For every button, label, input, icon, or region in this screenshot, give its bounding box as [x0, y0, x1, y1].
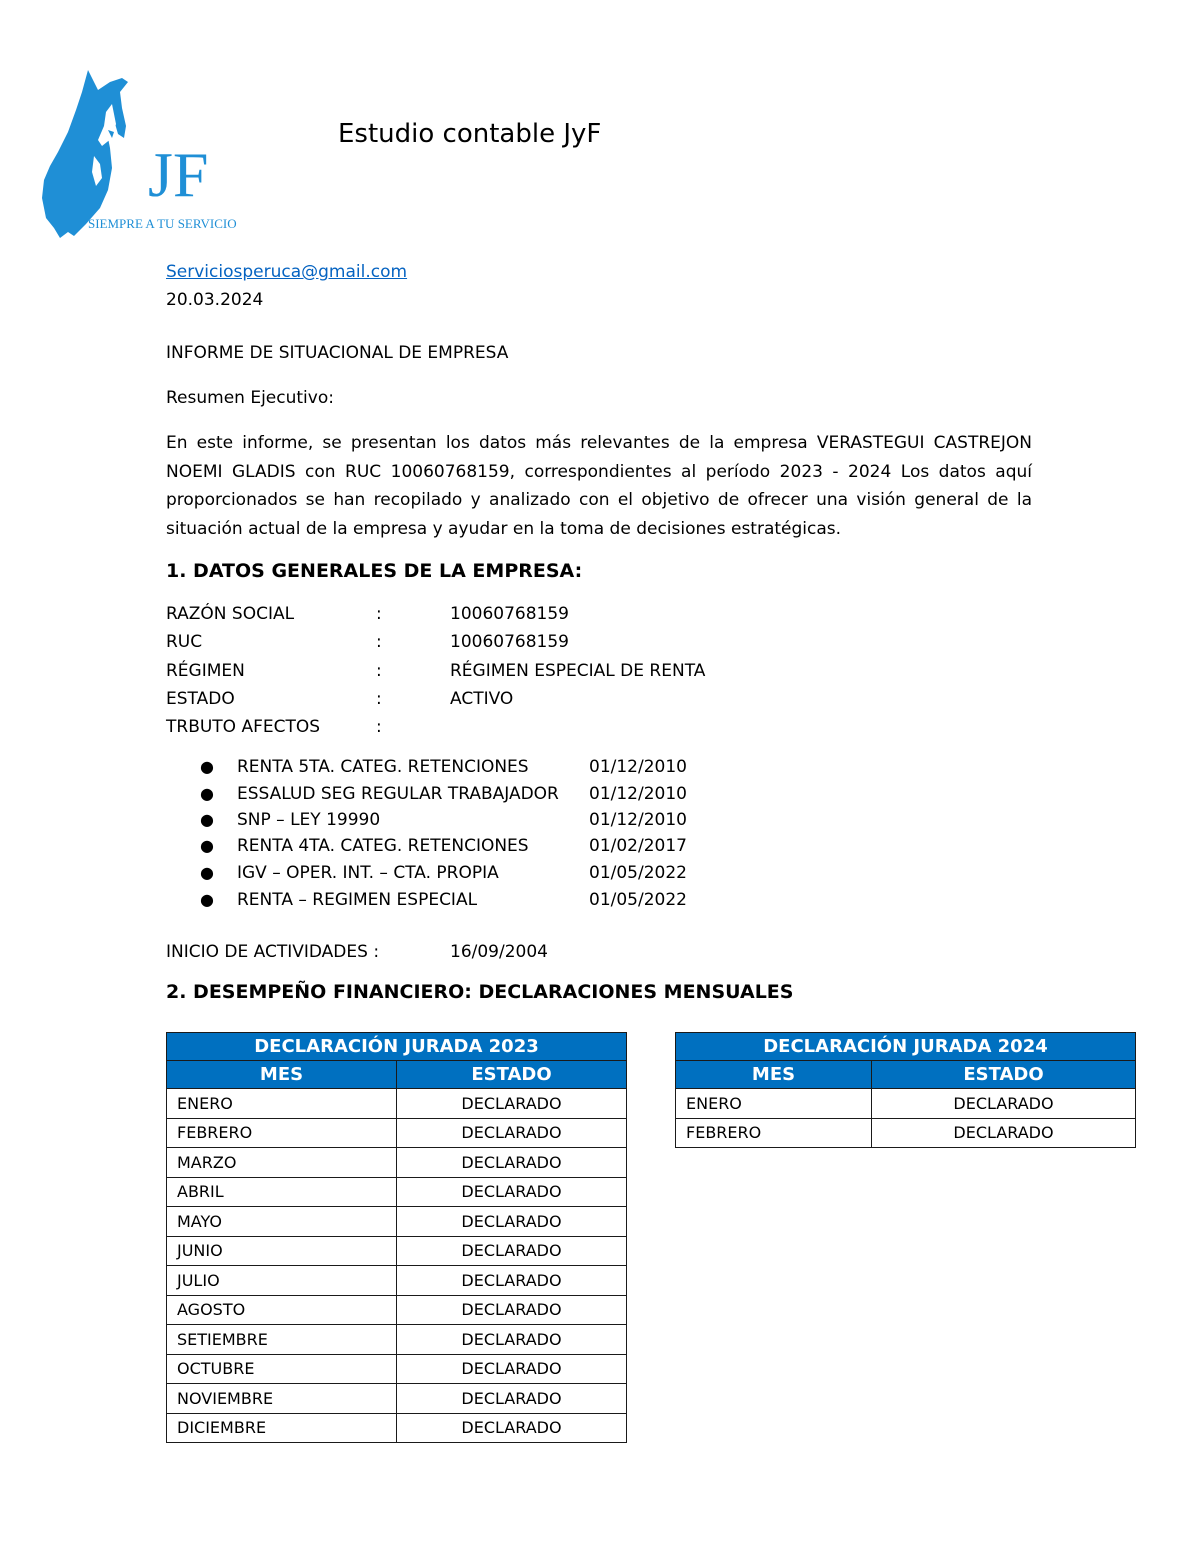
- column-header-mes: MES: [676, 1061, 872, 1089]
- logo-letters: JF: [148, 139, 209, 210]
- table-row: [676, 1118, 1136, 1148]
- field-label-estado: ESTADO: [166, 689, 235, 709]
- table-title: DECLARACIÓN JURADA 2023: [167, 1033, 627, 1061]
- report-title: INFORME DE SITUACIONAL DE EMPRESA: [166, 343, 509, 363]
- tributo-name: ESSALUD SEG REGULAR TRABAJADOR: [237, 784, 559, 804]
- mes-cell: SETIEMBRE: [167, 1325, 397, 1355]
- bullet-icon: ●: [200, 784, 214, 803]
- field-colon: :: [376, 632, 382, 652]
- table-row: [167, 1354, 627, 1384]
- estado-cell: DECLARADO: [397, 1413, 627, 1443]
- declaracion-2023-table: [166, 1032, 627, 1443]
- table-row: [167, 1089, 627, 1119]
- field-value-regimen: RÉGIMEN ESPECIAL DE RENTA: [450, 661, 706, 681]
- estado-cell: DECLARADO: [872, 1118, 1136, 1148]
- tributo-date: 01/02/2017: [589, 836, 687, 856]
- table-row: [167, 1207, 627, 1237]
- mes-cell: JULIO: [167, 1266, 397, 1296]
- column-header-estado: ESTADO: [397, 1061, 627, 1089]
- estado-cell: DECLARADO: [872, 1089, 1136, 1119]
- field-colon: :: [376, 717, 382, 737]
- section-1-heading: 1. DATOS GENERALES DE LA EMPRESA:: [166, 560, 583, 582]
- estado-cell: DECLARADO: [397, 1295, 627, 1325]
- mes-cell: JUNIO: [167, 1236, 397, 1266]
- estado-cell: DECLARADO: [397, 1089, 627, 1119]
- inicio-actividades-label: INICIO DE ACTIVIDADES :: [166, 942, 380, 962]
- declaracion-2024-table: [675, 1032, 1136, 1148]
- field-colon: :: [376, 661, 382, 681]
- bullet-icon: ●: [200, 757, 214, 776]
- logo-tagline: SIEMPRE A TU SERVICIO: [88, 216, 237, 231]
- tributo-date: 01/12/2010: [589, 784, 687, 804]
- mes-cell: AGOSTO: [167, 1295, 397, 1325]
- summary-label: Resumen Ejecutivo:: [166, 388, 334, 408]
- mes-cell: FEBRERO: [676, 1118, 872, 1148]
- tributo-name: RENTA 4TA. CATEG. RETENCIONES: [237, 836, 529, 856]
- report-date: 20.03.2024: [166, 290, 264, 310]
- table-title: DECLARACIÓN JURADA 2024: [676, 1033, 1136, 1061]
- field-value-ruc: 10060768159: [450, 632, 569, 652]
- estado-cell: DECLARADO: [397, 1236, 627, 1266]
- estado-cell: DECLARADO: [397, 1118, 627, 1148]
- table-row: [167, 1236, 627, 1266]
- horse-head-icon: [42, 70, 128, 238]
- field-value-estado: ACTIVO: [450, 689, 514, 709]
- bullet-icon: ●: [200, 836, 214, 855]
- section-2-heading: 2. DESEMPEÑO FINANCIERO: DECLARACIONES MENSUALES: [166, 981, 794, 1003]
- column-header-mes: MES: [167, 1061, 397, 1089]
- table-row: [167, 1118, 627, 1148]
- table-row: [167, 1295, 627, 1325]
- table-row: [167, 1266, 627, 1296]
- field-label-tributos: TRBUTO AFECTOS: [166, 717, 321, 737]
- field-label-ruc: RUC: [166, 632, 203, 652]
- mes-cell: ENERO: [676, 1089, 872, 1119]
- tributo-name: RENTA 5TA. CATEG. RETENCIONES: [237, 757, 529, 777]
- tributo-date: 01/12/2010: [589, 757, 687, 777]
- column-header-estado: ESTADO: [872, 1061, 1136, 1089]
- mes-cell: ABRIL: [167, 1177, 397, 1207]
- mes-cell: FEBRERO: [167, 1118, 397, 1148]
- bullet-icon: ●: [200, 863, 214, 882]
- table-row: [167, 1148, 627, 1178]
- table-row: [167, 1325, 627, 1355]
- tributo-date: 01/05/2022: [589, 863, 687, 883]
- field-label-razon-social: RAZÓN SOCIAL: [166, 604, 295, 624]
- mes-cell: DICIEMBRE: [167, 1413, 397, 1443]
- field-label-regimen: RÉGIMEN: [166, 661, 245, 681]
- table-row: [167, 1413, 627, 1443]
- field-value-razon-social: 10060768159: [450, 604, 569, 624]
- inicio-actividades-value: 16/09/2004: [450, 942, 548, 962]
- tributo-name: SNP – LEY 19990: [237, 810, 381, 830]
- table-row: [167, 1177, 627, 1207]
- estado-cell: DECLARADO: [397, 1207, 627, 1237]
- mes-cell: OCTUBRE: [167, 1354, 397, 1384]
- table-row: [167, 1384, 627, 1414]
- estado-cell: DECLARADO: [397, 1325, 627, 1355]
- estado-cell: DECLARADO: [397, 1384, 627, 1414]
- company-logo: [40, 68, 280, 240]
- table-row: [676, 1089, 1136, 1119]
- field-colon: :: [376, 689, 382, 709]
- summary-paragraph: En este informe, se presentan los datos más relevantes de la empresa VERASTEGUI CASTREJON NOEMI GLADIS con RUC 10060768159, correspondientes al período 2023 - 2024 Los datos aquí proporcionados se han recopilado y analizado con el objetivo de ofrecer una visión general de la situación actual de la empresa y ayudar en la toma de decisiones estratégicas.: [166, 433, 1032, 539]
- estado-cell: DECLARADO: [397, 1177, 627, 1207]
- bullet-icon: ●: [200, 890, 214, 909]
- mes-cell: ENERO: [167, 1089, 397, 1119]
- estado-cell: DECLARADO: [397, 1266, 627, 1296]
- page-title: Estudio contable JyF: [338, 119, 602, 149]
- tributo-name: RENTA – REGIMEN ESPECIAL: [237, 890, 478, 910]
- email-link[interactable]: Serviciosperuca@gmail.com: [166, 262, 408, 282]
- tributo-date: 01/12/2010: [589, 810, 687, 830]
- tributo-name: IGV – OPER. INT. – CTA. PROPIA: [237, 863, 499, 883]
- bullet-icon: ●: [200, 810, 214, 829]
- mes-cell: MARZO: [167, 1148, 397, 1178]
- field-colon: :: [376, 604, 382, 624]
- estado-cell: DECLARADO: [397, 1354, 627, 1384]
- mes-cell: MAYO: [167, 1207, 397, 1237]
- mes-cell: NOVIEMBRE: [167, 1384, 397, 1414]
- tributo-date: 01/05/2022: [589, 890, 687, 910]
- estado-cell: DECLARADO: [397, 1148, 627, 1178]
